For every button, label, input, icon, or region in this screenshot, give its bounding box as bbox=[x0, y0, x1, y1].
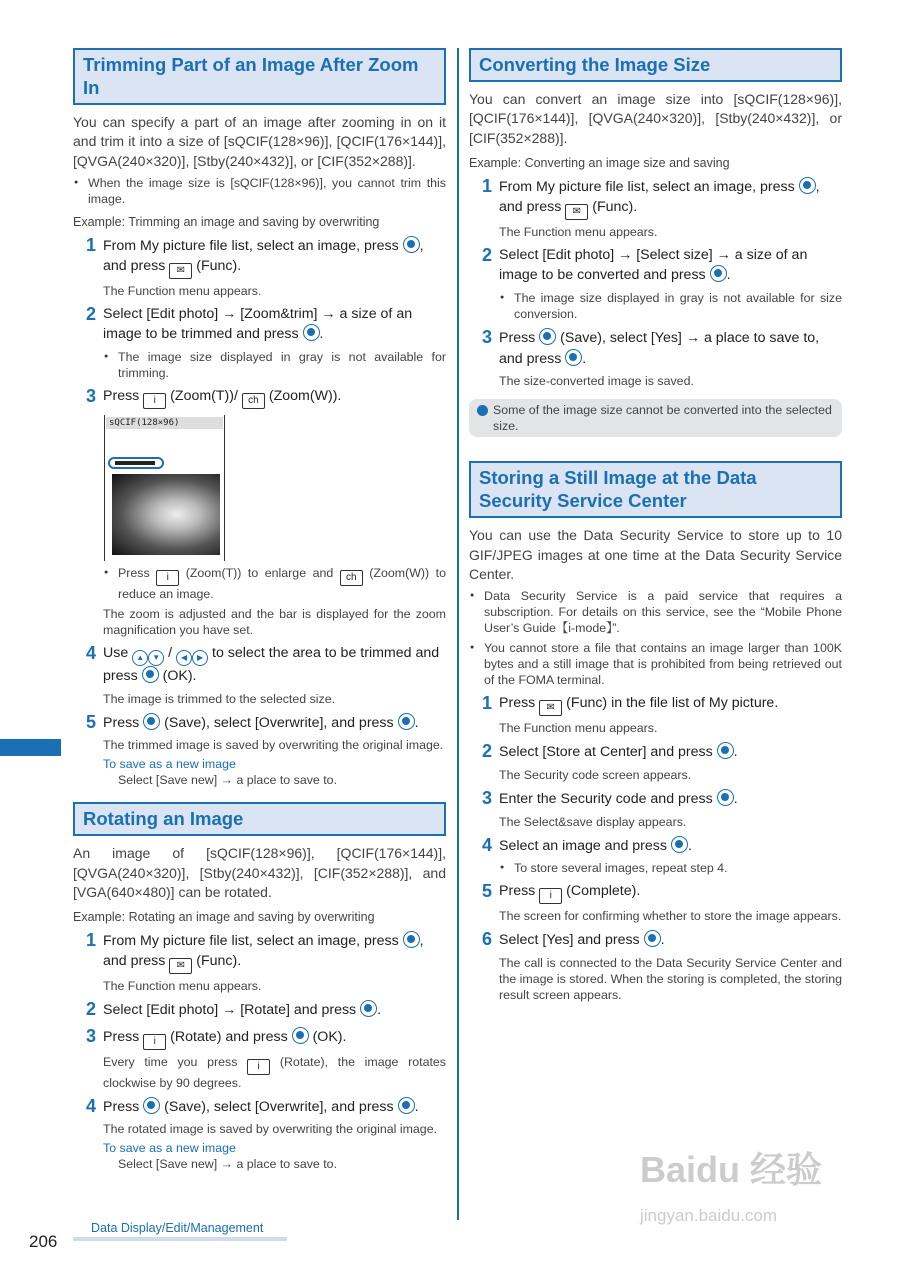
step-number: 4 bbox=[482, 834, 493, 855]
rotate-step-2 bbox=[73, 1000, 446, 1021]
center-key-icon bbox=[539, 328, 556, 345]
trimming-example: Example: Trimming an image and saving by overwriting bbox=[73, 215, 380, 230]
step-text: Press ✉ (Func) in the file list of My picture. bbox=[499, 694, 842, 716]
right-key-icon: ▶ bbox=[192, 650, 208, 666]
step-note: The call is connected to the Data Security Service Center and the image is stored. When the storing is completed, the storing result screen appears. bbox=[499, 955, 842, 1002]
step-note: The Function menu appears. bbox=[499, 224, 658, 239]
step-number: 2 bbox=[482, 244, 493, 265]
step-number: 1 bbox=[482, 693, 493, 714]
left-column bbox=[73, 48, 446, 1172]
convert-step-1 bbox=[469, 177, 842, 240]
step-text: Press (Save), select [Yes] → a place to save to, and press . bbox=[499, 330, 820, 367]
step-bullet: ● To store several images, repeat step 4. bbox=[499, 860, 842, 876]
step-number: 1 bbox=[86, 930, 97, 951]
mail-key-icon: ✉ bbox=[539, 700, 562, 716]
center-key-icon bbox=[403, 236, 420, 253]
step-text: Press i (Rotate) and press (OK). bbox=[103, 1027, 446, 1050]
step-text: Use ▲ ▼ / ◀ ▶ to select the area to be trimmed and press (OK). bbox=[103, 645, 440, 684]
step-note: The image is trimmed to the selected size. bbox=[103, 691, 336, 706]
step-bullet: ● The image size displayed in gray is not available for trimming. bbox=[103, 349, 446, 381]
rotating-intro: An image of [sQCIF(128×96)], [QCIF(176×144)], [QVGA(240×320)], [Stby(240×432)], [CIF(352×288)], and [VGA(640×480)] can be rotated. bbox=[73, 845, 446, 900]
center-key-icon bbox=[403, 931, 420, 948]
center-key-icon bbox=[710, 265, 727, 282]
step-text: From My picture file list, select an image, press , and press ✉ (Func). bbox=[103, 931, 446, 974]
step-note: The Function menu appears. bbox=[103, 283, 262, 298]
store-step-2 bbox=[469, 742, 842, 783]
step-text: Select [Store at Center] and press . bbox=[499, 744, 738, 761]
step-number: 2 bbox=[482, 741, 493, 762]
right-column bbox=[469, 48, 842, 1003]
step-text: Press (Save), select [Overwrite], and press . bbox=[103, 714, 419, 731]
zoom-bar-icon bbox=[108, 457, 164, 469]
step-text: Select an image and press . bbox=[499, 837, 692, 854]
imode-key-icon: i bbox=[143, 1034, 166, 1050]
ch-key-icon: ch bbox=[242, 393, 265, 409]
step-text: Press (Save), select [Overwrite], and press . bbox=[103, 1098, 419, 1115]
step-number: 4 bbox=[86, 1095, 97, 1116]
mail-key-icon: ✉ bbox=[565, 204, 588, 220]
step-bullet: ● The image size displayed in gray is not available for size conversion. bbox=[499, 290, 842, 322]
step-number: 1 bbox=[482, 176, 493, 197]
step-text: Enter the Security code and press . bbox=[499, 791, 738, 807]
center-key-icon bbox=[717, 789, 734, 806]
center-key-icon bbox=[565, 349, 582, 366]
storing-intro: You can use the Data Security Service to store up to 10 GIF/JPEG images at one time at the Data Security Service Center. bbox=[469, 527, 842, 582]
mail-key-icon: ✉ bbox=[169, 263, 192, 279]
step-number: 3 bbox=[86, 1025, 97, 1046]
trimming-bullet: ● When the image size is [sQCIF(128×96)], you cannot trim this image. bbox=[73, 175, 446, 207]
step-note: Every time you press i (Rotate), the image rotates clockwise by 90 degrees. bbox=[103, 1054, 446, 1090]
rotating-example: Example: Rotating an image and saving by overwriting bbox=[73, 910, 375, 925]
trimming-intro: You can specify a part of an image after zooming in on it and trim it into a size of [sQCIF(128×96)], [QCIF(176×144)], [QVGA(240×320)], [Stby(240×432)], or [CIF(352×288)]. bbox=[73, 114, 446, 169]
step-note: The zoom is adjusted and the bar is displayed for the zoom magnification you have set. bbox=[103, 607, 446, 637]
step-note: The rotated image is saved by overwriting the original image. bbox=[103, 1122, 438, 1137]
step-number: 2 bbox=[86, 999, 97, 1019]
center-key-icon bbox=[143, 1097, 160, 1114]
step-note: The Security code screen appears. bbox=[499, 768, 692, 782]
store-step-3 bbox=[469, 789, 842, 830]
center-key-icon bbox=[143, 713, 160, 730]
up-key-icon: ▲ bbox=[132, 650, 148, 666]
mail-key-icon: ✉ bbox=[169, 958, 192, 974]
step-number: 4 bbox=[86, 643, 97, 663]
step-text: Select [Edit photo] → [Zoom&trim] → a size of an image to be trimmed and press . bbox=[103, 305, 413, 343]
section-title-storing: Storing a Still Image at the Data Security Service Center bbox=[469, 461, 842, 518]
convert-callout: Some of the image size cannot be converted into the selected size. bbox=[469, 399, 842, 437]
center-key-icon bbox=[398, 1097, 415, 1114]
page-number: 206 bbox=[29, 1232, 58, 1251]
step-text: Select [Edit photo] → [Rotate] and press . bbox=[103, 1002, 382, 1018]
alt-text: Select [Save new] → a place to save to. bbox=[118, 1157, 338, 1172]
trim-step-2 bbox=[73, 305, 446, 381]
section-title-trimming: Trimming Part of an Image After Zoom In bbox=[73, 48, 446, 105]
storing-bullet-2: ● You cannot store a file that contains an image larger than 100K bytes and a still image that is prohibited from being retrieved out of the FOMA terminal. bbox=[469, 640, 842, 688]
store-step-1 bbox=[469, 694, 842, 736]
watermark-logo: Baidu 经验 bbox=[640, 1149, 823, 1190]
store-step-5 bbox=[469, 882, 842, 924]
step-number: 2 bbox=[86, 303, 97, 324]
step-number: 1 bbox=[86, 235, 97, 256]
trim-step-1 bbox=[73, 236, 446, 299]
imode-key-icon: i bbox=[539, 888, 562, 904]
center-key-icon bbox=[671, 836, 688, 853]
rotate-step-3 bbox=[73, 1027, 446, 1091]
store-step-6 bbox=[469, 930, 842, 1003]
down-key-icon: ▼ bbox=[148, 650, 164, 666]
left-key-icon: ◀ bbox=[176, 650, 192, 666]
storing-bullet-1: ● Data Security Service is a paid service that requires a subscription. For details on this service, see the “Mobile Phone User’s Guide【i-mode】”. bbox=[469, 588, 842, 636]
convert-step-3 bbox=[469, 328, 842, 389]
step-note: The trimmed image is saved by overwriting the original image. bbox=[103, 738, 444, 753]
alt-label: To save as a new image bbox=[103, 1141, 236, 1156]
ch-key-icon: ch bbox=[340, 570, 363, 586]
step-number: 3 bbox=[86, 386, 97, 406]
center-key-icon bbox=[799, 177, 816, 194]
converting-intro: You can convert an image size into [sQCIF(128×96)], [QCIF(176×144)], [QVGA(240×320)], [Stby(240×432)], or [CIF(352×288)]. bbox=[469, 91, 842, 146]
kitten-photo bbox=[112, 474, 220, 555]
phone-screen-illustration bbox=[104, 415, 225, 561]
trim-step-4 bbox=[73, 644, 446, 707]
trim-step-5 bbox=[73, 713, 446, 789]
store-step-4 bbox=[469, 836, 842, 877]
trim-step-3 bbox=[73, 387, 446, 638]
screen-size-label: sQCIF(128×96) bbox=[106, 417, 223, 429]
alt-label: To save as a new image bbox=[103, 757, 236, 772]
step-number: 5 bbox=[482, 881, 493, 902]
imode-key-icon: i bbox=[247, 1059, 270, 1075]
section-title-rotating: Rotating an Image bbox=[73, 802, 446, 836]
step-note: The size-converted image is saved. bbox=[499, 374, 694, 389]
step-text: From My picture file list, select an image, press , and press ✉ (Func). bbox=[103, 236, 446, 279]
step-number: 5 bbox=[86, 711, 97, 732]
step-text: Select [Yes] and press . bbox=[499, 932, 665, 949]
step-text: Press i (Zoom(T))/ ch (Zoom(W)). bbox=[103, 387, 446, 409]
step-text: Select [Edit photo] → [Select size] → a size of an image to be converted and press . bbox=[499, 246, 808, 284]
step-note: The screen for confirming whether to store the image appears. bbox=[499, 909, 842, 924]
center-key-icon bbox=[360, 1000, 377, 1017]
center-key-icon bbox=[303, 324, 320, 341]
column-divider bbox=[457, 48, 459, 1220]
footer-chapter-label: Data Display/Edit/Management bbox=[73, 1221, 287, 1241]
step-note: The Function menu appears. bbox=[499, 721, 658, 736]
step-bullet: ● Press i (Zoom(T)) to enlarge and ch (Zoom(W)) to reduce an image. bbox=[103, 565, 446, 602]
watermark-url: jingyan.baidu.com bbox=[640, 1206, 778, 1225]
rotate-step-4 bbox=[73, 1097, 446, 1173]
center-key-icon bbox=[644, 930, 661, 947]
converting-example: Example: Converting an image size and saving bbox=[469, 156, 730, 171]
rotate-step-1 bbox=[73, 931, 446, 994]
chapter-tab bbox=[0, 739, 61, 756]
step-text: Press i (Complete). bbox=[499, 882, 842, 904]
center-key-icon bbox=[398, 713, 415, 730]
imode-key-icon: i bbox=[156, 570, 179, 586]
imode-key-icon: i bbox=[143, 393, 166, 409]
step-text: From My picture file list, select an image, press , and press ✉ (Func). bbox=[499, 177, 842, 220]
convert-step-2 bbox=[469, 246, 842, 322]
step-number: 3 bbox=[482, 327, 493, 347]
step-note: The Function menu appears. bbox=[103, 979, 262, 993]
step-number: 6 bbox=[482, 929, 493, 950]
section-title-converting: Converting the Image Size bbox=[469, 48, 842, 82]
step-number: 3 bbox=[482, 788, 493, 808]
alt-text: Select [Save new] → a place to save to. bbox=[118, 773, 338, 788]
step-note: The Select&save display appears. bbox=[499, 814, 687, 829]
center-key-icon bbox=[142, 666, 159, 683]
center-key-icon bbox=[717, 742, 734, 759]
center-key-icon bbox=[292, 1027, 309, 1044]
